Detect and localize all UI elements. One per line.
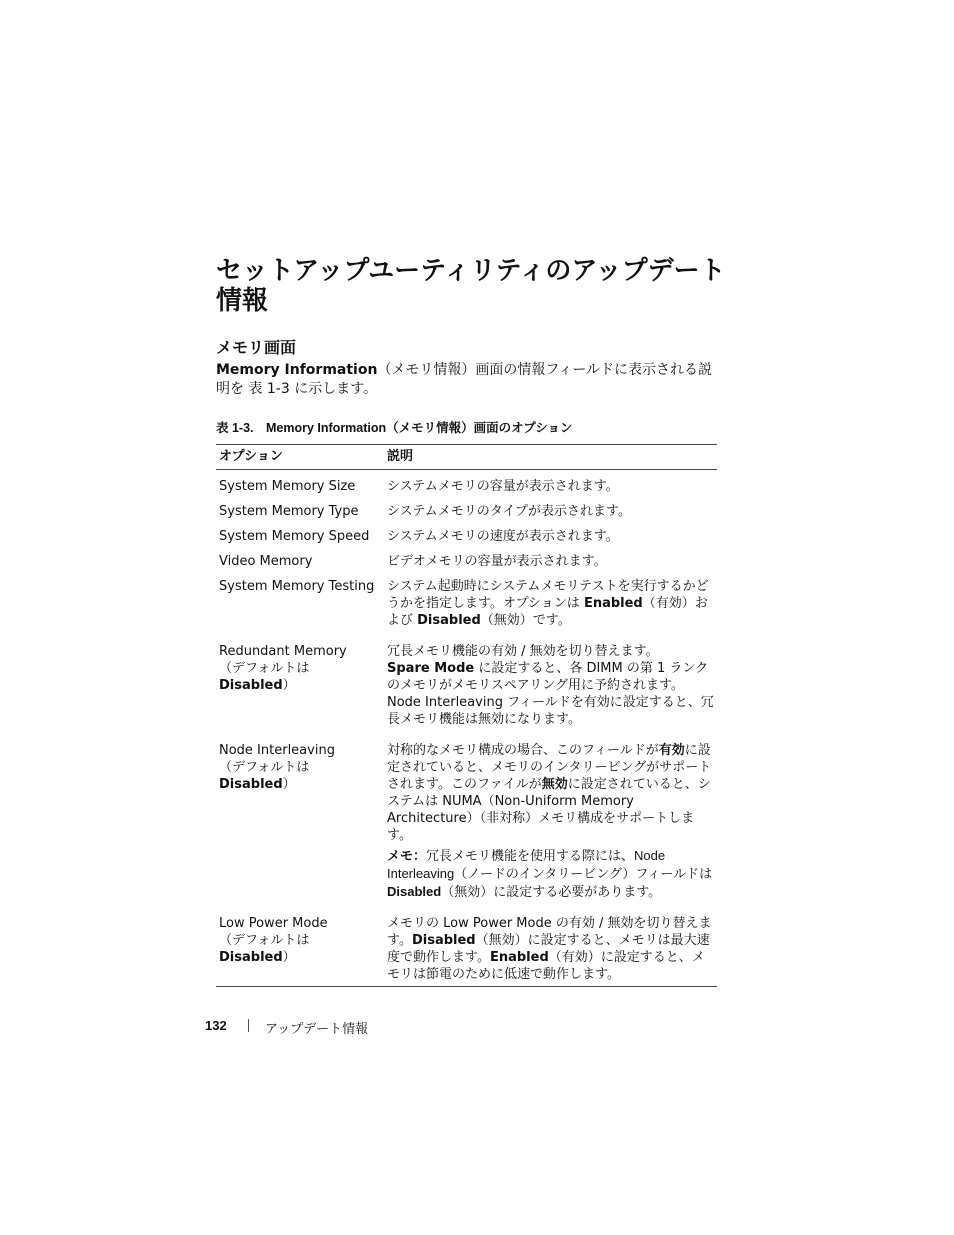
desc-bold: Enabled xyxy=(583,596,643,611)
footer-divider xyxy=(248,1019,249,1032)
desc-text: システム起動時にシステムメモリテストを実行するかどうかを指定します。オプションは xyxy=(387,579,709,611)
desc-text: に設定されていると、メモリのインタリービングがサポートされます。このファイルが xyxy=(387,743,712,792)
note-label: メモ： xyxy=(387,849,427,864)
default-prefix: （デフォルトは xyxy=(219,933,310,948)
default-suffix: ） xyxy=(282,950,296,965)
desc-text: （有効）に設定すると、メモリは節電のために低速で動作します。 xyxy=(387,950,705,982)
intro-text: （メモリ情報）画面の情報フィールドに表示される説明を 表 1-3 に示します。 xyxy=(216,362,713,397)
default-suffix: ） xyxy=(282,777,296,792)
default-value: Disabled xyxy=(219,678,283,693)
option-cell xyxy=(216,907,381,987)
note xyxy=(387,847,714,901)
option-cell: System Memory Size xyxy=(219,479,356,494)
desc-bold: Enabled xyxy=(489,950,549,965)
page-title: セットアップユーティリティのアップデート情報 xyxy=(216,256,726,316)
desc-bold: Disabled xyxy=(417,613,481,628)
description-cell: システムメモリの速度が表示されます。 xyxy=(387,529,619,544)
header-option: オプション xyxy=(216,445,381,470)
page-number: 132 xyxy=(205,1018,227,1033)
desc-text: に設定されていると、システムは NUMA（Non-Uniform Memory Architecture）（非対称）メモリ構成をサポートします。 xyxy=(387,777,711,843)
default-prefix: （デフォルトは xyxy=(219,661,310,676)
footer-chapter-title: アップデート情報 xyxy=(265,1022,369,1037)
table-header-row xyxy=(216,445,717,470)
desc-text: 冗長メモリ機能の有効 / 無効を切り替えます。 xyxy=(387,644,659,659)
desc-bold: Spare Mode xyxy=(387,661,475,676)
desc-bold: 有効 xyxy=(658,743,685,758)
desc-text: に設定すると、各 DIMM の第 1 ランクのメモリがメモリスペアリング用に予約されます。Node Interleaving フィールドを有効に設定すると、冗長メモリ機能は無効になります。 xyxy=(387,661,714,727)
description-cell: システムメモリの容量が表示されます。 xyxy=(387,479,619,494)
option-cell: System Memory Testing xyxy=(219,579,375,594)
table-row xyxy=(216,545,717,570)
note-text: （無効）に設定する必要があります。 xyxy=(441,884,662,899)
default-value: Disabled xyxy=(219,777,283,792)
description-cell: ビデオメモリの容量が表示されます。 xyxy=(387,554,607,569)
default-value: Disabled xyxy=(219,950,283,965)
table-row xyxy=(216,570,717,635)
option-name: Low Power Mode xyxy=(219,916,328,931)
intro-bold-term: Memory Information xyxy=(216,362,378,378)
option-name: Node Interleaving xyxy=(219,743,335,758)
description-cell xyxy=(381,635,717,734)
table-row xyxy=(216,907,717,987)
option-cell xyxy=(216,734,381,907)
table-row xyxy=(216,495,717,520)
desc-bold: Disabled xyxy=(411,933,476,948)
option-cell xyxy=(216,635,381,734)
option-name: Redundant Memory xyxy=(219,644,347,659)
description-cell xyxy=(381,907,717,987)
option-cell: Video Memory xyxy=(219,554,313,569)
table-row xyxy=(216,520,717,545)
table-row xyxy=(216,470,717,496)
desc-bold: 無効 xyxy=(541,777,568,792)
desc-text: 対称的なメモリ構成の場合、このフィールドが xyxy=(387,743,659,758)
table-caption: 表 1-3. Memory Information（メモリ情報）画面のオプション xyxy=(216,421,573,435)
section-heading: メモリ画面 xyxy=(216,338,297,357)
note-text: 冗長メモリ機能を使用する際には、Node Interleaving（ノードのインタリービング）フィールドは xyxy=(387,848,713,881)
default-prefix: （デフォルトは xyxy=(219,760,310,775)
note-bold: Disabled xyxy=(387,884,442,899)
option-cell: System Memory Type xyxy=(219,504,359,519)
desc-text: （無効）です。 xyxy=(480,613,571,628)
default-suffix: ） xyxy=(282,678,296,693)
desc-text: （有効）および xyxy=(387,596,708,628)
desc-text: メモリの Low Power Mode の有効 / 無効を切り替えます。 xyxy=(387,916,712,948)
description-cell xyxy=(381,570,717,635)
header-description: 説明 xyxy=(381,445,717,470)
memory-options-table xyxy=(216,444,717,987)
table-row xyxy=(216,734,717,907)
desc-text: （無効）に設定すると、メモリは最大速度で動作します。 xyxy=(387,933,710,965)
table-row xyxy=(216,635,717,734)
intro-paragraph xyxy=(216,361,716,399)
option-cell: System Memory Speed xyxy=(219,529,370,544)
description-cell: システムメモリのタイプが表示されます。 xyxy=(387,504,632,519)
description-cell xyxy=(381,734,717,907)
